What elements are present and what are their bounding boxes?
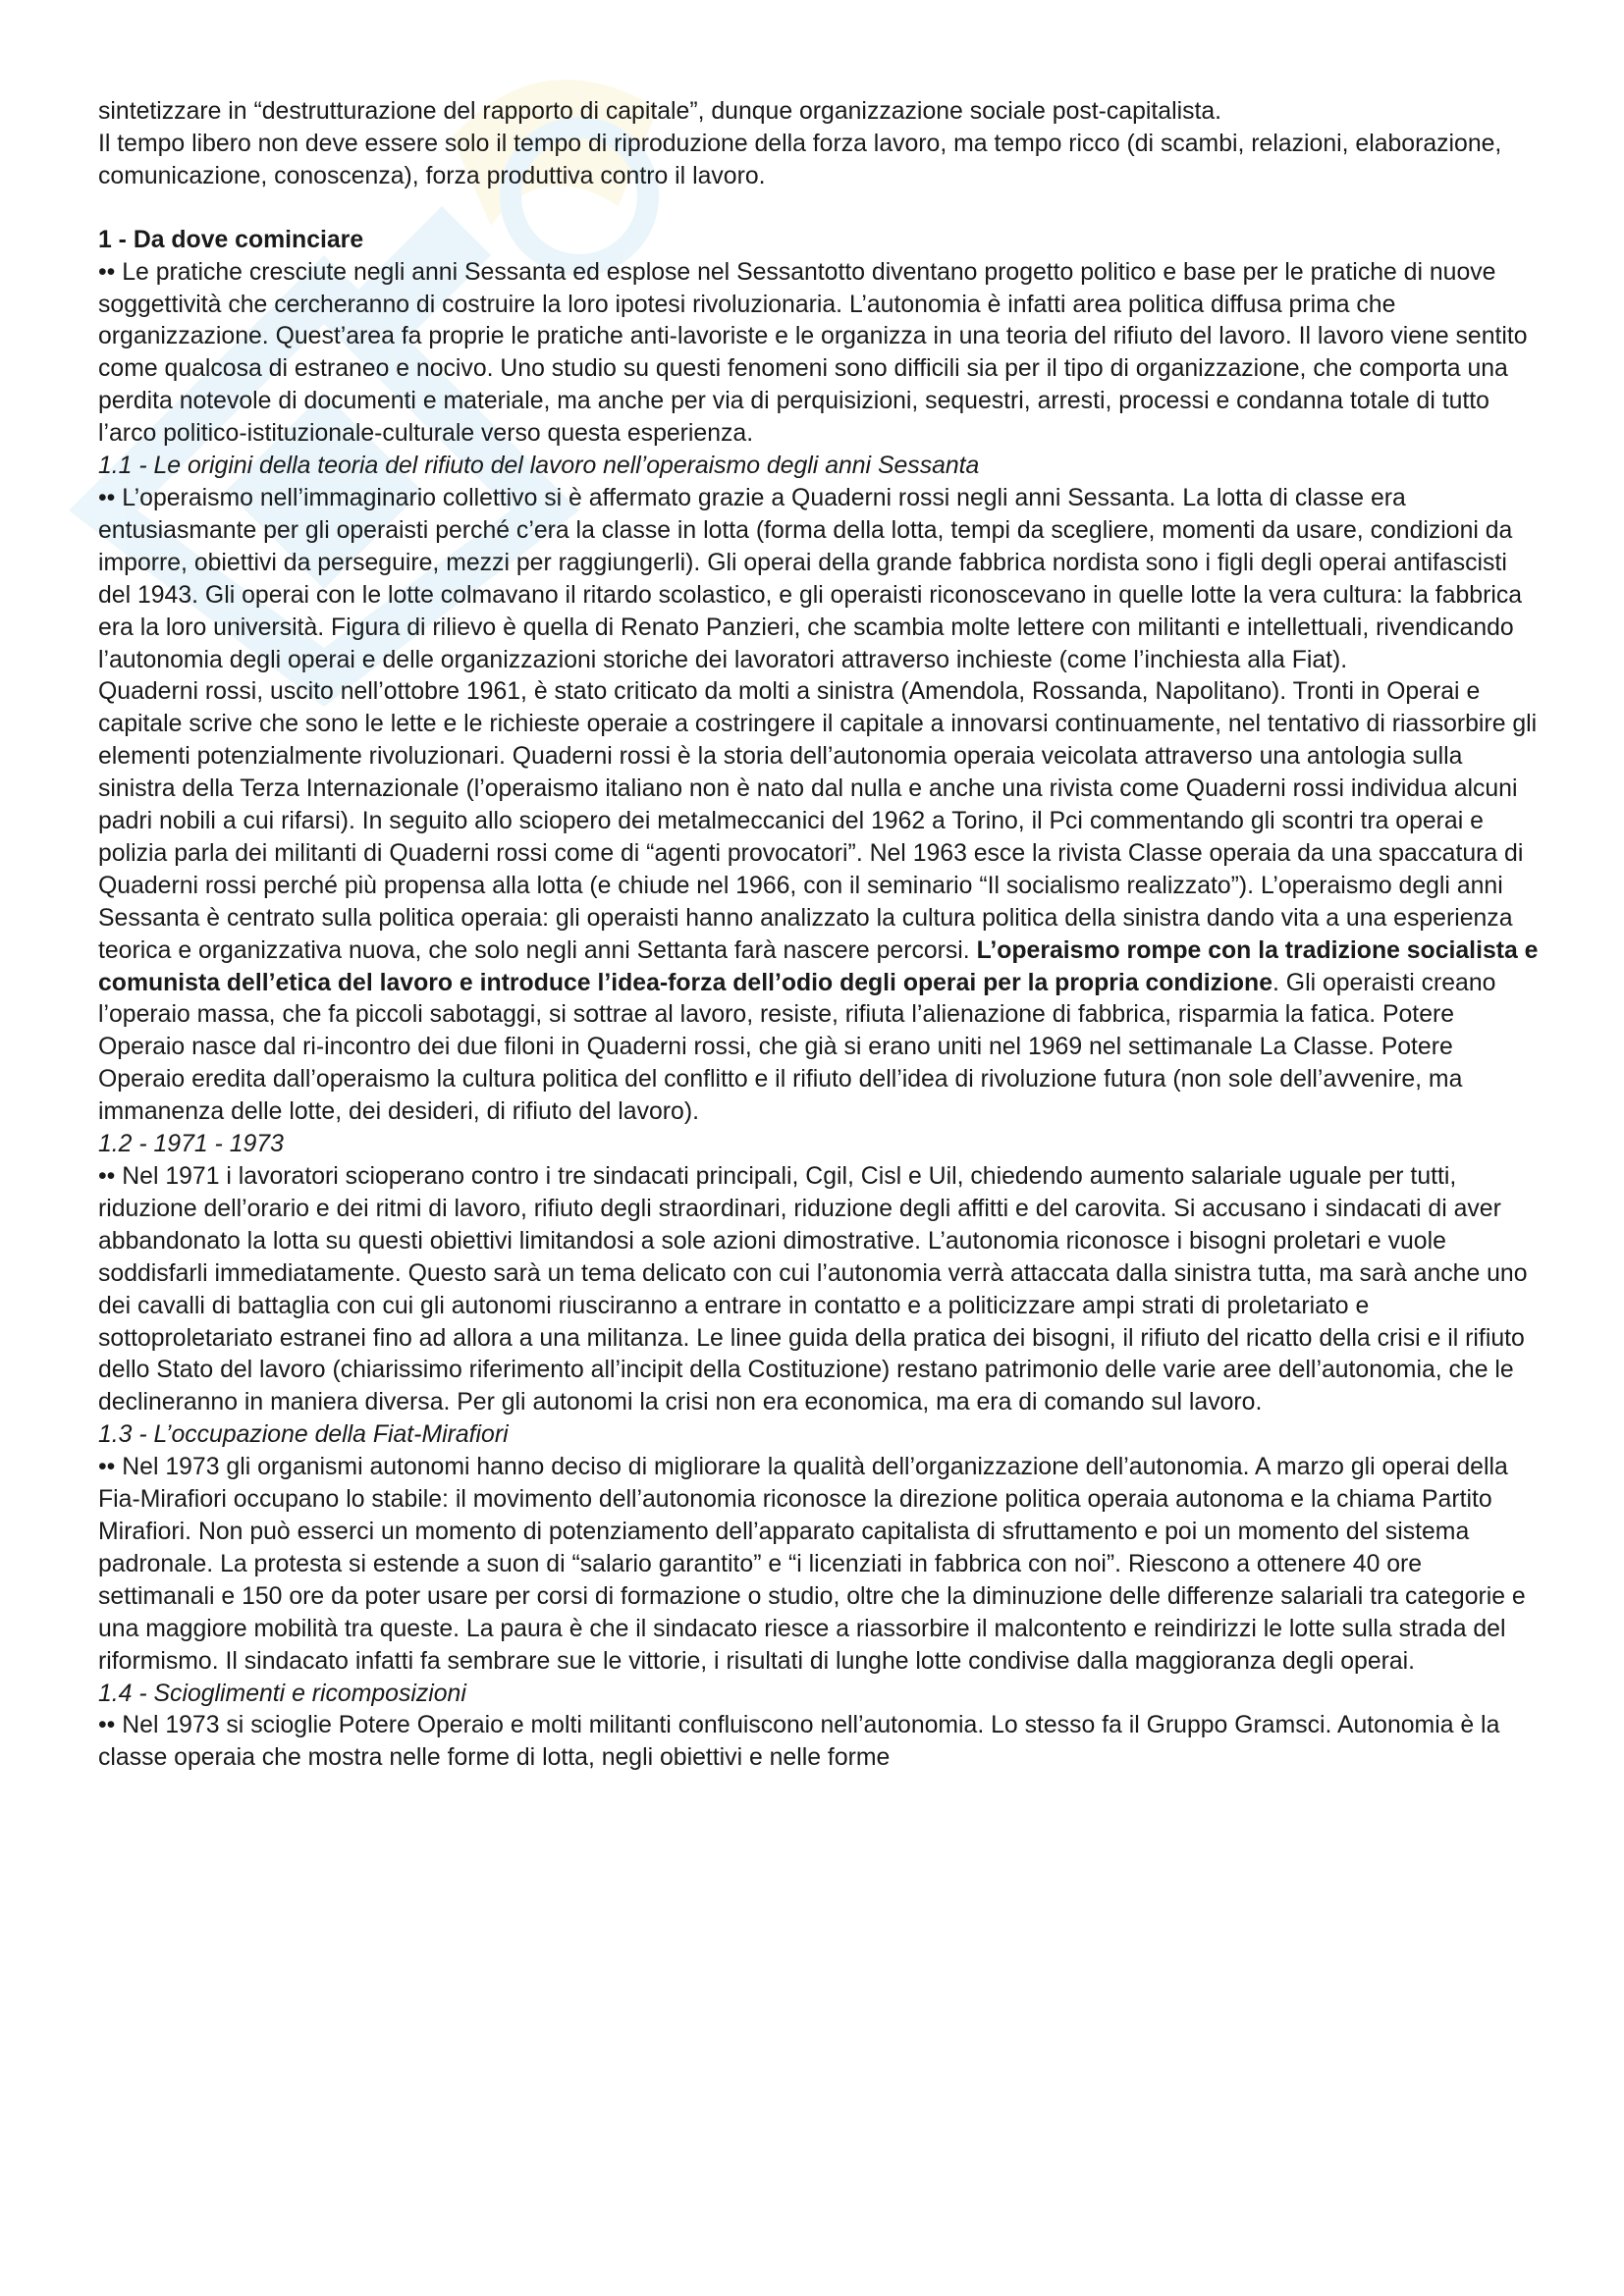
paragraph-text: . Gli operaisti creano l’operaio massa, che fa piccoli sabotaggi, si sottrae al lavoro, resiste, rifiuta l’alienazione di fabbrica, risparmia la fatica. Potere Operaio nasce dal ri-incontro dei due filoni in Quaderni rossi, che già si erano uniti nel 1969 nel settimanale La Classe. Potere Operaio eredita dall’operaismo la cultura politica del conflitto e il rifiuto dell’idea di rivoluzione futura (non sole dell’avvenire, ma immanenza delle lotte, dei desideri, di rifiuto del lavoro). <box>98 969 1496 1126</box>
intro-paragraph: Il tempo libero non deve essere solo il tempo di riproduzione della forza lavoro, ma tempo ricco (di scambi, relazioni, elaborazione, comunicazione, conoscenza), forza produttiva contro il lavoro. <box>98 130 1502 189</box>
subheading-1-4: 1.4 - Scioglimenti e ricomposizioni <box>98 1680 466 1707</box>
section-1-4-paragraph: •• Nel 1973 si scioglie Potere Operaio e molti militanti confluiscono nell’autonomia. Lo stesso fa il Gruppo Gramsci. Autonomia è la classe operaia che mostra nelle forme di lotta, negli obiettivi e nelle forme <box>98 1712 1500 1772</box>
bold-emphasis: L’operaismo rompe con la tradizione socialista e comunista dell’etica del lavoro e introduce l’idea-forza dell’odio degli operai per la propria condizione <box>98 936 1539 996</box>
document-page <box>98 96 1542 1775</box>
intro-line: sintetizzare in “destrutturazione del rapporto di capitale”, dunque organizzazione sociale post-capitalista. <box>98 98 1222 125</box>
section-1-2-paragraph: •• Nel 1971 i lavoratori scioperano contro i tre sindacati principali, Cgil, Cisl e Uil, chiedendo aumento salariale uguale per tutti, riduzione dell’orario e dei ritmi di lavoro, rifiuto degli straordinari, riduzione degli affitti e del carovita. Si accusano i sindacati di aver abbandonato la lotta su questi obiettivi limitandosi a sole azioni dimostrative. L’autonomia riconosce i bisogni proletari e vuole soddisfarli immediatamente. Questo sarà un tema delicato con cui l’autonomia verrà attaccata dalla sinistra tutta, ma sarà anche uno dei cavalli di battaglia con cui gli autonomi riusciranno a entrare in contatto e a politicizzare ampi strati di proletariato e sottoproletariato estranei fino ad allora a una militanza. Le linee guida della pratica dei bisogni, il rifiuto del ricatto della crisi e il rifiuto dello Stato del lavoro (chiarissimo riferimento all’incipit della Costituzione) restano patrimonio delle varie aree dell’autonomia, che le declineranno in maniera diversa. Per gli autonomi la crisi non era economica, ma era di comando sul lavoro. <box>98 1163 1528 1416</box>
section-1-1-paragraph-1: •• L’operaismo nell’immaginario collettivo si è affermato grazie a Quaderni rossi negli anni Sessanta. La lotta di classe era entusiasmante per gli operaisti perché c’era la classe in lotta (forma della lotta, tempi da scegliere, momenti da usare, condizioni da imporre, obiettivi da perseguire, mezzi per raggiungerli). Gli operai della grande fabbrica nordista sono i figli degli operai antifascisti del 1943. Gli operai con le lotte colmavano il ritardo scolastico, e gli operaisti riconoscevano in quelle lotte la vera cultura: la fabbrica era la loro università. Figura di rilievo è quella di Renato Panzieri, che scambia molte lettere con militanti e intellettuali, rivendicando l’autonomia degli operai e delle organizzazioni storiche dei lavoratori attraverso inchieste (come l’inchiesta alla Fiat). <box>98 484 1523 673</box>
section-heading-1: 1 - Da dove cominciare <box>98 226 364 253</box>
paragraph-gap <box>98 193 1542 225</box>
subheading-1-3: 1.3 - L’occupazione della Fiat-Mirafiori <box>98 1421 509 1449</box>
subheading-1-2: 1.2 - 1971 - 1973 <box>98 1131 284 1158</box>
section-1-1-paragraph-2 <box>98 676 1542 1129</box>
subheading-1-1: 1.1 - Le origini della teoria del rifiuto del lavoro nell’operaismo degli anni Sessanta <box>98 453 980 480</box>
paragraph-text: Quaderni rossi, uscito nell’ottobre 1961, è stato criticato da molti a sinistra (Amendola, Rossanda, Napolitano). Tronti in Operai e capitale scrive che sono le lette e le richieste operaie a costringere il capitale a innovarsi continuamente, nel tentativo di riassorbire gli elementi potenzialmente rivoluzionari. Quaderni rossi è la storia dell’autonomia operaia veicolata attraverso una antologia sulla sinistra della Terza Internazionale (l’operaismo italiano non è nato dal nulla e anche una rivista come Quaderni rossi individua alcuni padri nobili a cui rifarsi). In seguito allo sciopero dei metalmeccanici del 1962 a Torino, il Pci commentando gli scontri tra operai e polizia parla dei militanti di Quaderni rossi come di “agenti provocatori”. Nel 1963 esce la rivista Classe operaia da una spaccatura di Quaderni rossi perché più propensa alla lotta (e chiude nel 1966, con il seminario “Il socialismo realizzato”). L’operaismo degli anni Sessanta è centrato sulla politica operaia: gli operaisti hanno analizzato la cultura politica della sinistra dando vita a una esperienza teorica e organizzativa nuova, che solo negli anni Settanta farà nascere percorsi. <box>98 678 1538 964</box>
section-1-3-paragraph: •• Nel 1973 gli organismi autonomi hanno deciso di migliorare la qualità dell’organizzazione dell’autonomia. A marzo gli operai della Fia-Mirafiori occupano lo stabile: il movimento dell’autonomia riconosce la direzione politica operaia autonoma e la chiama Partito Mirafiori. Non può esserci un momento di potenziamento dell’apparato capitalista di sfruttamento e poi un momento del sistema padronale. La protesta si estende a suon di “salario garantito” e “i licenziati in fabbrica con noi”. Riescono a ottenere 40 ore settimanali e 150 ore da poter usare per corsi di formazione o studio, oltre che la diminuzione delle differenze salariali tra categorie e una maggiore mobilità tra queste. La paura è che il sindacato riesce a riassorbire il malcontento e reindirizzi le lotte sulla strada del riformismo. Il sindacato infatti fa sembrare sue le vittorie, i risultati di lunghe lotte condivise dalla maggioranza degli operai. <box>98 1454 1526 1675</box>
section-1-paragraph: •• Le pratiche cresciute negli anni Sessanta ed esplose nel Sessantotto diventano progetto politico e base per le pratiche di nuove soggettività che cercheranno di costruire la loro ipotesi rivoluzionaria. L’autonomia è infatti area politica diffusa prima che organizzazione. Quest’area fa proprie le pratiche anti-lavoriste e le organizza in una teoria del rifiuto del lavoro. Il lavoro viene sentito come qualcosa di estraneo e nocivo. Uno studio su questi fenomeni sono difficili sia per il tipo di organizzazione, che comporta una perdita notevole di documenti e materiale, ma anche per via di perquisizioni, sequestri, arresti, processi e condanna totale di tutto l’arco politico-istituzionale-culturale verso questa esperienza. <box>98 258 1528 448</box>
